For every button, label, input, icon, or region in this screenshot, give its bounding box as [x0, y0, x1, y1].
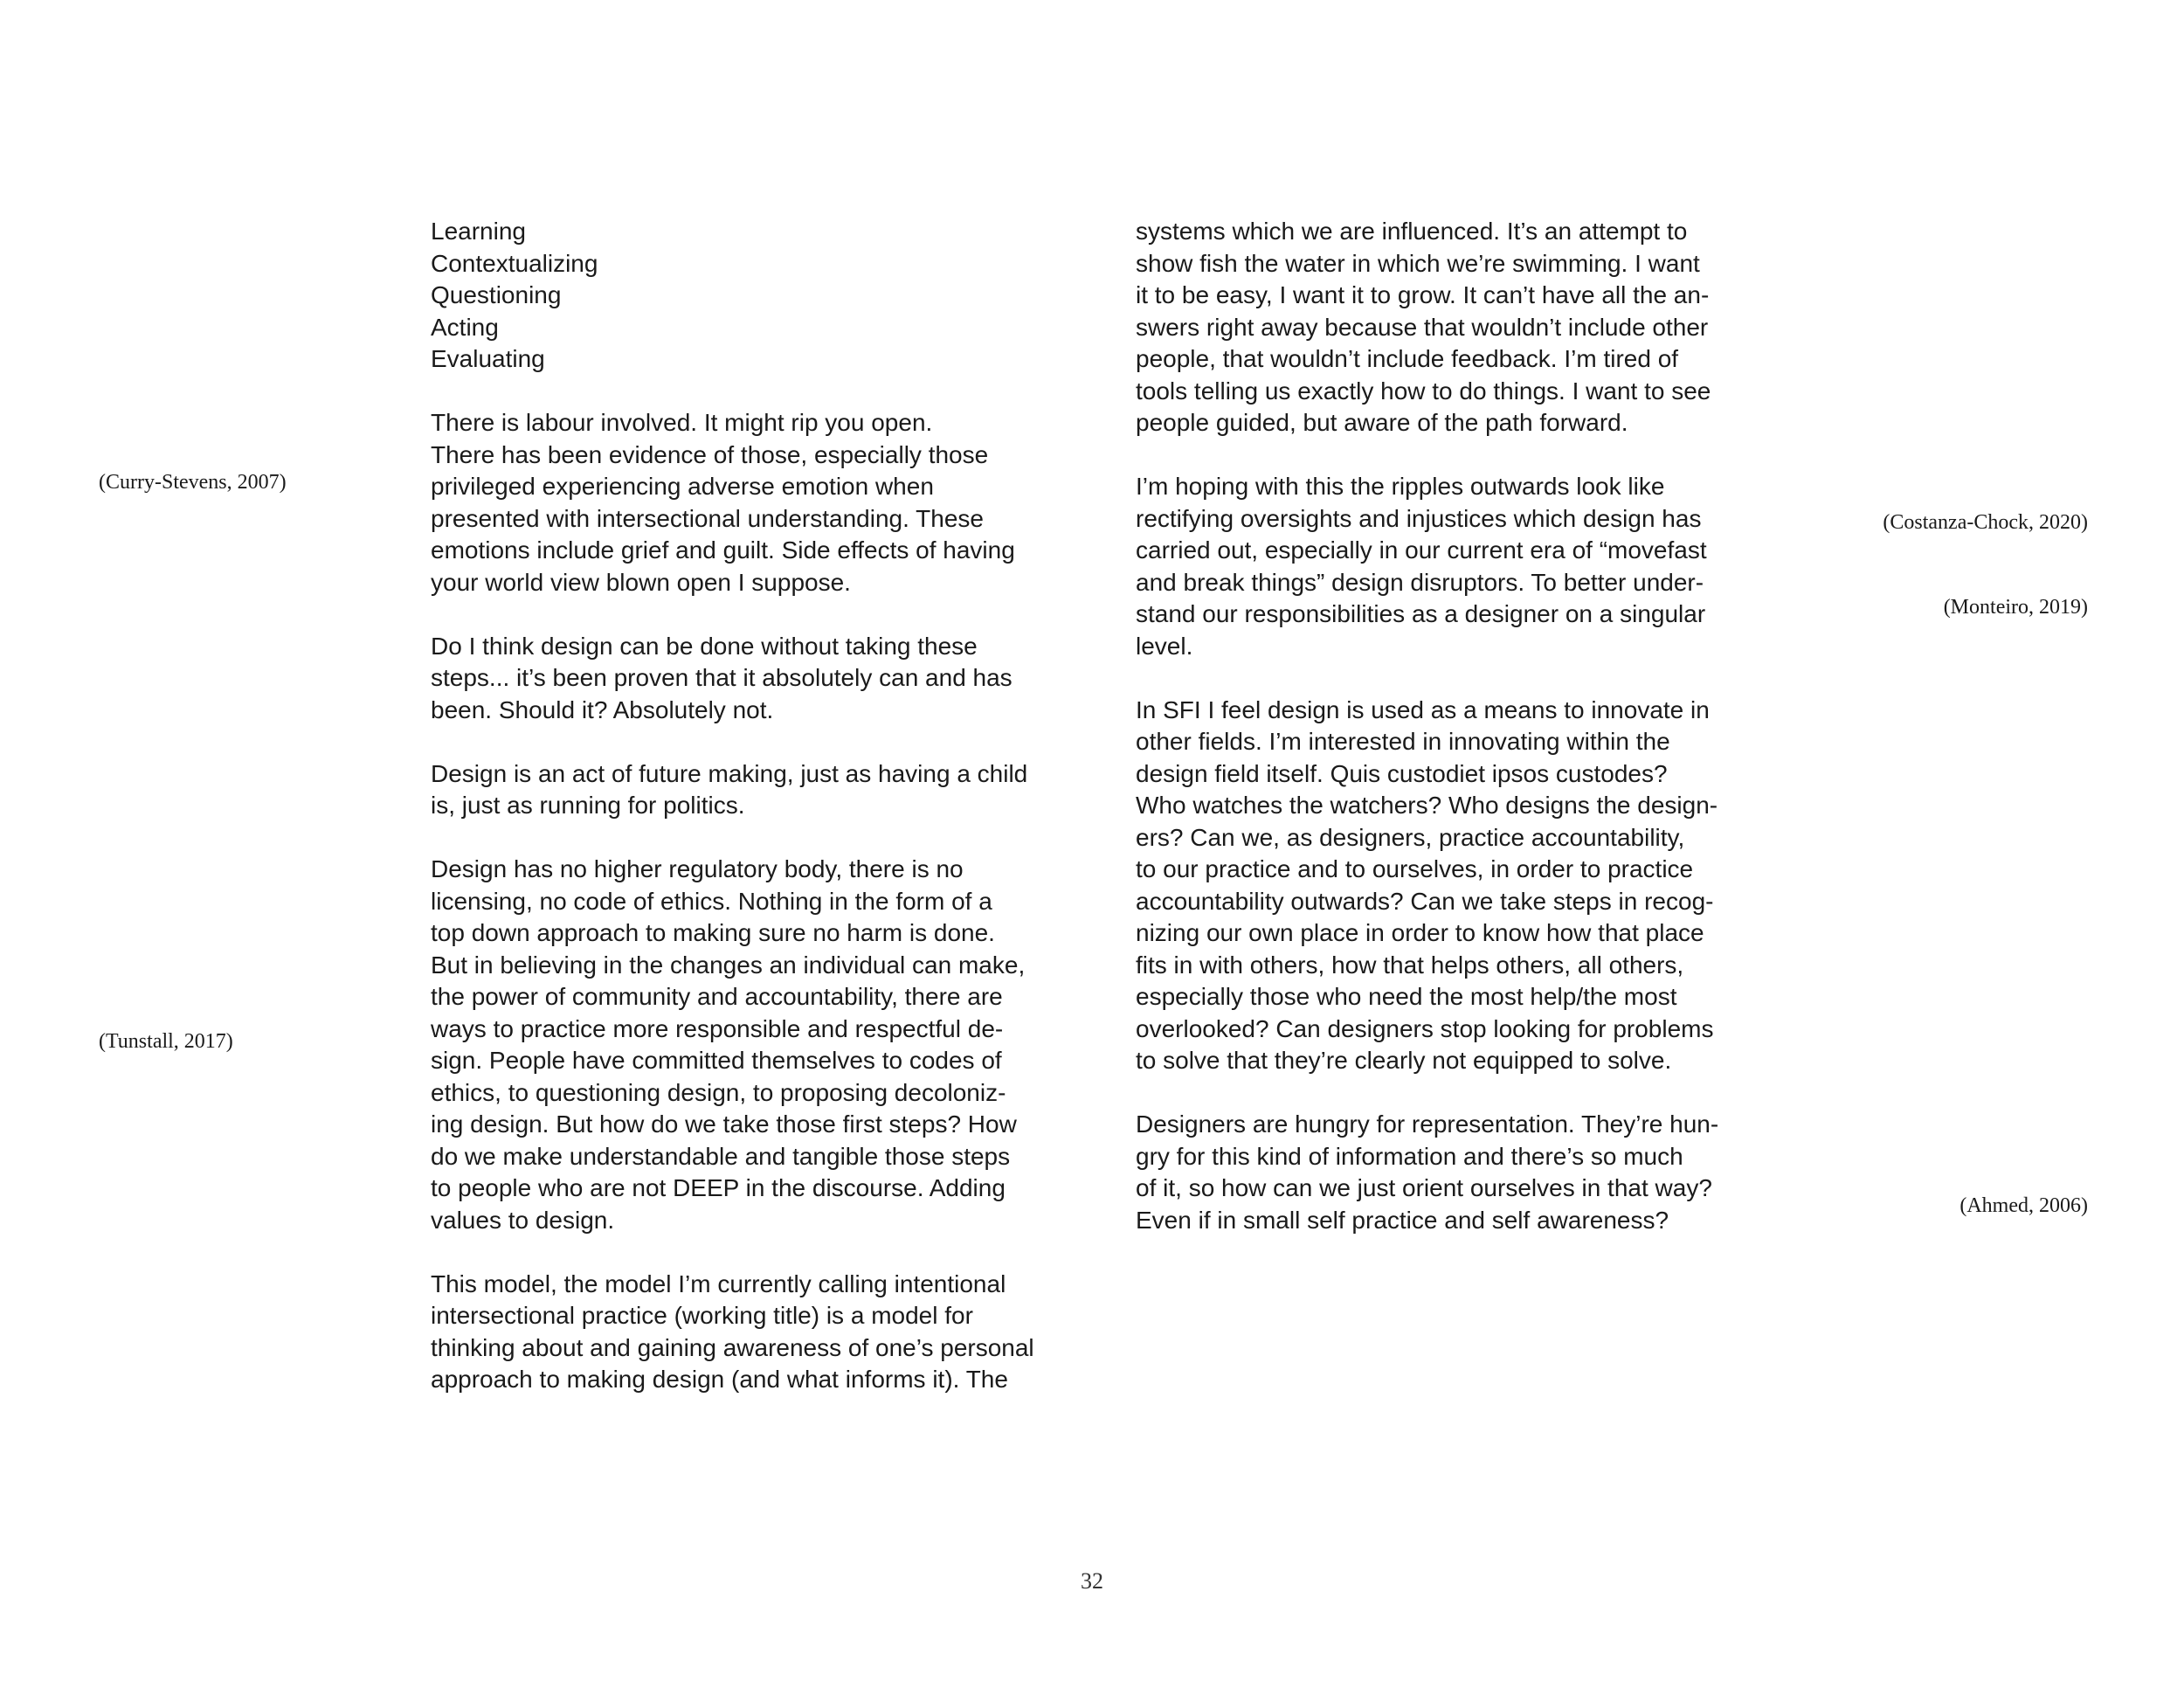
text-line: Designers are hungry for representation. They’re hun-	[1136, 1110, 1719, 1138]
text-line: nizing our own place in order to know how that place	[1136, 919, 1704, 946]
text-line: approach to making design (and what informs it). The	[431, 1366, 1008, 1393]
citation-costanza-chock: (Costanza-Chock, 2020)	[1883, 511, 2088, 534]
list-item: Contextualizing	[431, 249, 598, 277]
text-line: ing design. But how do we take those first steps? How	[431, 1110, 1017, 1138]
text-line: presented with intersectional understanding. These	[431, 504, 984, 532]
text-line: to solve that they’re clearly not equipped to solve.	[1136, 1047, 1672, 1074]
paragraph-regulatory-body	[431, 854, 1095, 1236]
text-line: systems which we are influenced. It’s an attempt to	[1136, 218, 1688, 245]
text-line: licensing, no code of ethics. Nothing in the form of a	[431, 887, 992, 915]
text-line: been. Should it? Absolutely not.	[431, 695, 774, 723]
text-line: and break things” design disruptors. To better under-	[1136, 568, 1704, 596]
text-line: your world view blown open I suppose.	[431, 568, 851, 596]
text-line: Design is an act of future making, just as having a child	[431, 759, 1028, 787]
text-line: There has been evidence of those, especially those	[431, 440, 989, 468]
text-line: ways to practice more responsible and respectful de-	[431, 1014, 1004, 1042]
text-line: carried out, especially in our current era of “movefast	[1136, 536, 1707, 564]
text-line: to people who are not DEEP in the discourse. Adding	[431, 1174, 1006, 1201]
text-line: people guided, but aware of the path forward.	[1136, 409, 1628, 436]
text-line: thinking about and gaining awareness of one’s personal	[431, 1333, 1034, 1361]
text-line: privileged experiencing adverse emotion when	[431, 473, 934, 500]
list-item: Learning	[431, 218, 526, 245]
text-line: people, that wouldn’t include feedback. I’m tired of	[1136, 345, 1679, 372]
text-line: the power of community and accountability, there are	[431, 983, 1003, 1010]
text-line: do we make understandable and tangible those steps	[431, 1142, 1011, 1170]
text-line: values to design.	[431, 1206, 615, 1234]
text-line: show fish the water in which we’re swimming. I want	[1136, 249, 1700, 277]
paragraph-without-steps	[431, 631, 1095, 727]
text-line: ers? Can we, as designers, practice accountability,	[1136, 823, 1685, 851]
right-text-column	[1136, 216, 1800, 1236]
text-line: especially those who need the most help/the most	[1136, 983, 1677, 1010]
list-item: Evaluating	[431, 345, 545, 372]
text-line: accountability outwards? Can we take steps in recog-	[1136, 887, 1714, 915]
paragraph-model	[431, 1269, 1095, 1396]
text-line: intersectional practice (working title) is a model for	[431, 1302, 973, 1329]
text-line: level.	[1136, 632, 1193, 660]
text-line: design field itself. Quis custodiet ipsos custodes?	[1136, 759, 1668, 787]
text-line: fits in with others, how that helps others, all others,	[1136, 951, 1684, 979]
text-line: I’m hoping with this the ripples outwards look like	[1136, 473, 1665, 500]
text-line: to our practice and to ourselves, in order to practice	[1136, 855, 1694, 882]
citation-curry-stevens: (Curry-Stevens, 2007)	[99, 471, 287, 494]
page-number: 32	[1081, 1568, 1103, 1594]
process-list	[431, 216, 1095, 376]
paragraph-representation	[1136, 1109, 1800, 1236]
text-line: tools telling us exactly how to do things. I want to see	[1136, 377, 1711, 405]
paragraph-systems	[1136, 216, 1800, 439]
paragraph-labour	[431, 407, 1095, 598]
text-line: swers right away because that wouldn’t include other	[1136, 313, 1709, 341]
text-line: it to be easy, I want it to grow. It can’t have all the an-	[1136, 281, 1710, 308]
text-line: gry for this kind of information and there’s so much	[1136, 1142, 1683, 1170]
citation-monteiro: (Monteiro, 2019)	[1943, 596, 2088, 619]
citation-tunstall: (Tunstall, 2017)	[99, 1030, 233, 1053]
text-line: Design has no higher regulatory body, there is no	[431, 855, 964, 882]
text-line: In SFI I feel design is used as a means to innovate in	[1136, 695, 1710, 723]
citation-ahmed: (Ahmed, 2006)	[1959, 1194, 2088, 1217]
text-line: ethics, to questioning design, to proposing decoloniz-	[431, 1078, 1006, 1106]
paragraph-sfi	[1136, 695, 1800, 1077]
text-line: But in believing in the changes an individual can make,	[431, 951, 1026, 979]
paragraph-ripples	[1136, 471, 1800, 662]
text-line: This model, the model I’m currently calling intentional	[431, 1269, 1006, 1297]
text-line: Do I think design can be done without taking these	[431, 632, 978, 660]
text-line: Even if in small self practice and self awareness?	[1136, 1206, 1669, 1234]
text-line: steps... it’s been proven that it absolutely can and has	[431, 664, 1013, 691]
left-text-column	[431, 216, 1095, 1396]
text-line: of it, so how can we just orient ourselves in that way?	[1136, 1174, 1712, 1201]
text-line: other fields. I’m interested in innovating within the	[1136, 728, 1670, 755]
text-line: Who watches the watchers? Who designs the design-	[1136, 792, 1718, 819]
text-line: is, just as running for politics.	[431, 792, 745, 819]
text-line: top down approach to making sure no harm is done.	[431, 919, 995, 946]
text-line: stand our responsibilities as a designer on a singular	[1136, 600, 1706, 627]
text-line: sign. People have committed themselves to codes of	[431, 1047, 1002, 1074]
text-line: overlooked? Can designers stop looking for problems	[1136, 1014, 1714, 1042]
list-item: Acting	[431, 313, 499, 341]
list-item: Questioning	[431, 281, 562, 308]
text-line: emotions include grief and guilt. Side effects of having	[431, 536, 1015, 564]
text-line: There is labour involved. It might rip you open.	[431, 409, 933, 436]
paragraph-future-making	[431, 758, 1095, 822]
text-line: rectifying oversights and injustices which design has	[1136, 504, 1702, 532]
